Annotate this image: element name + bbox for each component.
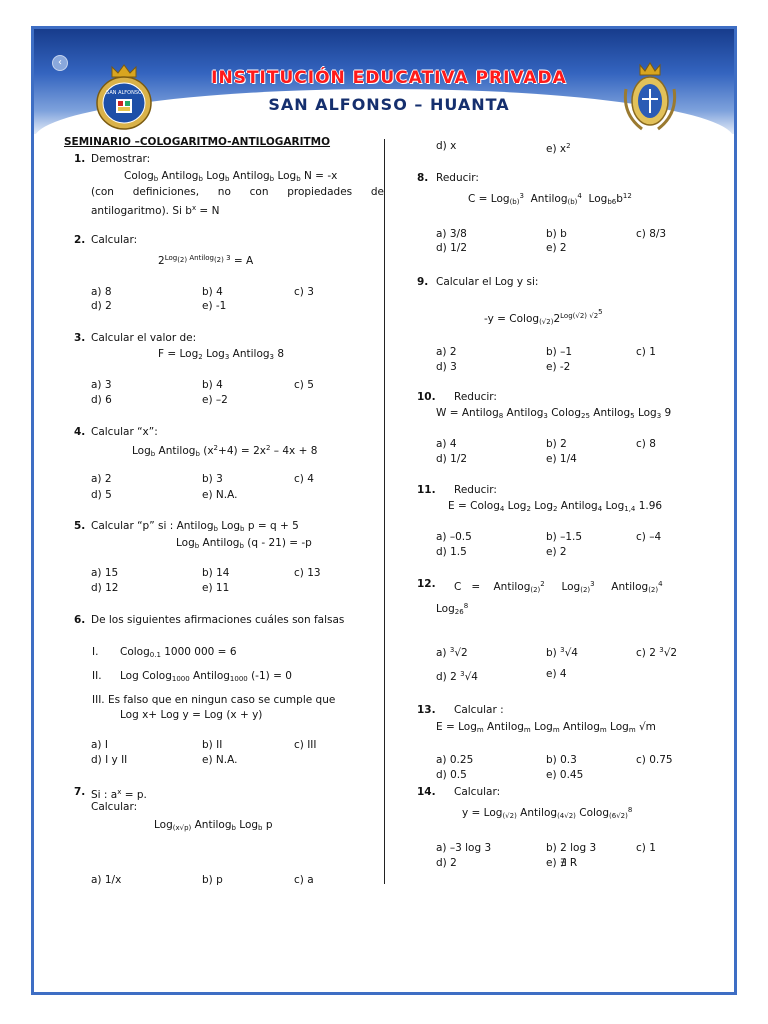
p9-option-d: d) 3 bbox=[436, 361, 457, 373]
p13-option-c: c) 0.75 bbox=[636, 754, 673, 766]
problem-5-line-1: Calcular “p” si : Antilog$_b$ Log$_b$ p = q + 5 bbox=[91, 520, 299, 533]
problem-14-expression: y = Log$_{(√2)}$ Antilog$_{(4√2)}$ Colog$_{(6√2)}^8$ bbox=[462, 806, 633, 820]
school-crest-logo bbox=[94, 63, 154, 133]
p5-option-d: d) 12 bbox=[91, 582, 119, 594]
problem-10-number: 10. bbox=[417, 391, 436, 403]
p4-option-b: b) 3 bbox=[202, 473, 223, 485]
statement-i: Colog$_{0.1}$ 1000 000 = 6 bbox=[120, 646, 237, 659]
problem-5-line-2: Log$_b$ Antilog$_b$ (q - 21) = -p bbox=[176, 537, 312, 550]
p4-option-a: a) 2 bbox=[91, 473, 112, 485]
problem-10-expression: W = Antilog$_8$ Antilog$_3$ Colog$_{25}$ Antilog$_5$ Log$_3$ 9 bbox=[436, 407, 672, 420]
problem-3-number: 3. bbox=[74, 332, 86, 344]
problem-12-expression: C = Antilog$_{(2)}^2$ Log$_{(2)}^3$ Antilog$_{(2)}^4$ bbox=[454, 580, 663, 594]
problem-8-number: 8. bbox=[417, 172, 429, 184]
p3-option-b: b) 4 bbox=[202, 379, 223, 391]
problem-4-number: 4. bbox=[74, 426, 86, 438]
problem-8-label: Reducir: bbox=[436, 172, 479, 184]
p11-option-a: a) –0.5 bbox=[436, 531, 472, 543]
p4-option-e: e) N.A. bbox=[202, 489, 238, 501]
p8-option-d: d) 1/2 bbox=[436, 242, 467, 254]
p13-option-d: d) 0.5 bbox=[436, 769, 467, 781]
p2-option-e: e) -1 bbox=[202, 300, 227, 312]
p2-option-d: d) 2 bbox=[91, 300, 112, 312]
p3-option-d: d) 6 bbox=[91, 394, 112, 406]
p9-option-e: e) -2 bbox=[546, 361, 571, 373]
problem-10-label: Reducir: bbox=[454, 391, 497, 403]
p2-option-a: a) 8 bbox=[91, 286, 112, 298]
p4-option-d: d) 5 bbox=[91, 489, 112, 501]
p12-option-c: c) 2 $^3$√2 bbox=[636, 646, 678, 659]
problem-11-number: 11. bbox=[417, 484, 436, 496]
institution-title: INSTITUCIÓN EDUCATIVA PRIVADA bbox=[211, 68, 567, 88]
p10-option-a: a) 4 bbox=[436, 438, 457, 450]
p11-option-b: b) –1.5 bbox=[546, 531, 583, 543]
problem-9-expression: $-y = Colog_{(√2)}2^{Log(√2) √2^5}$ bbox=[484, 308, 603, 326]
p2-option-b: b) 4 bbox=[202, 286, 223, 298]
column-divider bbox=[384, 139, 385, 884]
problem-11-expression: E = Colog$_4$ Log$_2$ Log$_2$ Antilog$_4$ Log$_{1,4}$ 1.96 bbox=[448, 500, 663, 513]
problem-2-label: Calcular: bbox=[91, 234, 138, 246]
problem-1-note-cont: antilogaritmo). Si $b^x = N$ bbox=[91, 204, 220, 217]
p11-option-c: c) –4 bbox=[636, 531, 662, 543]
p10-option-e: e) 1/4 bbox=[546, 453, 577, 465]
p3-option-a: a) 3 bbox=[91, 379, 112, 391]
problem-5-number: 5. bbox=[74, 520, 86, 532]
p12-option-a: a) $^3$√2 bbox=[436, 646, 468, 659]
p10-option-d: d) 1/2 bbox=[436, 453, 467, 465]
p8-option-e: e) 2 bbox=[546, 242, 567, 254]
problem-8-expression: C = Log$_{(b)}^3$ Antilog$_{(b)}^4$ $Log_{b6}b^{12}$ bbox=[468, 192, 632, 206]
p8-option-c: c) 8/3 bbox=[636, 228, 667, 240]
problem-14-label: Calcular: bbox=[454, 786, 501, 798]
problem-4-expression: Log$_b$ Antilog$_b$ $(x^2+4) = 2x^2 - 4x + 8$ bbox=[132, 444, 318, 458]
statement-iii-cont: Log x+ Log y = Log (x + y) bbox=[120, 709, 263, 721]
p10-option-c: c) 8 bbox=[636, 438, 656, 450]
p2-option-c: c) 3 bbox=[294, 286, 314, 298]
problem-7-label: Calcular: bbox=[91, 801, 138, 813]
problem-4-label: Calcular “x”: bbox=[91, 426, 158, 438]
problem-12-number: 12. bbox=[417, 578, 436, 590]
problem-1-note: (con definiciones, no con propiedades de bbox=[91, 186, 384, 198]
p3-option-c: c) 5 bbox=[294, 379, 314, 391]
problem-1-number: 1. bbox=[74, 153, 86, 165]
p14-option-e: e) ∄ R bbox=[546, 857, 578, 869]
problem-7-expression: Log$_{(x√p)}$ Antilog$_b$ Log$_b$ p bbox=[154, 819, 273, 832]
p9-option-c: c) 1 bbox=[636, 346, 656, 358]
p3-option-e: e) –2 bbox=[202, 394, 228, 406]
problem-1-expression: Colog$_b$ Antilog$_b$ Log$_b$ Antilog$_b$ Log$_b$ N = -x bbox=[124, 170, 338, 183]
p13-option-e: e) 0.45 bbox=[546, 769, 584, 781]
p12-option-b: b) $^3$√4 bbox=[546, 646, 578, 659]
statement-i-marker: I. bbox=[92, 646, 99, 658]
problem-6-label: De los siguientes afirmaciones cuáles son falsas bbox=[91, 614, 345, 626]
problem-14-number: 14. bbox=[417, 786, 436, 798]
p8-option-b: b) b bbox=[546, 228, 567, 240]
problem-6-number: 6. bbox=[74, 614, 86, 626]
p13-option-b: b) 0.3 bbox=[546, 754, 577, 766]
p10-option-b: b) 2 bbox=[546, 438, 567, 450]
p14-option-c: c) 1 bbox=[636, 842, 656, 854]
p5-option-e: e) 11 bbox=[202, 582, 230, 594]
problem-9-number: 9. bbox=[417, 276, 429, 288]
problem-13-number: 13. bbox=[417, 704, 436, 716]
problem-9-label: Calcular el Log y si: bbox=[436, 276, 539, 288]
school-location-title: SAN ALFONSO – HUANTA bbox=[268, 95, 510, 114]
statement-iii: III. Es falso que en ningun caso se cumple que bbox=[92, 694, 336, 706]
p4-option-c: c) 4 bbox=[294, 473, 314, 485]
problem-12-expression-cont: Log$_{26}^8$ bbox=[436, 602, 469, 616]
p5-option-c: c) 13 bbox=[294, 567, 321, 579]
problem-7-number: 7. bbox=[74, 786, 86, 798]
problem-2-number: 2. bbox=[74, 234, 86, 246]
problem-7-given: Si : $a^x = p$. bbox=[91, 788, 147, 801]
p6-option-c: c) III bbox=[294, 739, 317, 751]
p5-option-a: a) 15 bbox=[91, 567, 119, 579]
p6-option-d: d) I y II bbox=[91, 754, 128, 766]
p7-option-c: c) a bbox=[294, 874, 314, 886]
marian-emblem-logo bbox=[620, 59, 680, 137]
problem-3-label: Calcular el valor de: bbox=[91, 332, 197, 344]
p14-option-d: d) 2 bbox=[436, 857, 457, 869]
p7-option-a: a) 1/x bbox=[91, 874, 122, 886]
problem-1-label: Demostrar: bbox=[91, 153, 151, 165]
p7-option-e: e) $x^2$ bbox=[546, 142, 571, 155]
p9-option-a: a) 2 bbox=[436, 346, 457, 358]
header-banner bbox=[34, 29, 734, 134]
statement-ii-marker: II. bbox=[92, 670, 102, 682]
svg-text:SAN ALFONSO: SAN ALFONSO bbox=[106, 90, 142, 96]
p14-option-b: b) 2 log 3 bbox=[546, 842, 597, 854]
seminar-title: SEMINARIO –COLOGARITMO-ANTILOGARITMO bbox=[64, 136, 331, 148]
problem-13-expression: E = Log$_m$ Antilog$_m$ Log$_m$ Antilog$_m$ Log$_m$ √m bbox=[436, 721, 656, 734]
p9-option-b: b) –1 bbox=[546, 346, 573, 358]
p6-option-e: e) N.A. bbox=[202, 754, 238, 766]
problem-11-label: Reducir: bbox=[454, 484, 497, 496]
back-nav-icon[interactable]: ‹ bbox=[52, 55, 68, 71]
problem-2-expression: $2^{Log_{(2)} Antilog_{(2)} 3} = A$ bbox=[158, 254, 254, 267]
p13-option-a: a) 0.25 bbox=[436, 754, 474, 766]
worksheet-page bbox=[31, 26, 737, 995]
p11-option-e: e) 2 bbox=[546, 546, 567, 558]
problem-13-label: Calcular : bbox=[454, 704, 504, 716]
p12-option-e: e) 4 bbox=[546, 668, 567, 680]
p11-option-d: d) 1.5 bbox=[436, 546, 467, 558]
p6-option-a: a) I bbox=[91, 739, 108, 751]
p8-option-a: a) 3/8 bbox=[436, 228, 467, 240]
p14-option-a: a) –3 log 3 bbox=[436, 842, 492, 854]
p7-option-b: b) p bbox=[202, 874, 223, 886]
statement-ii: Log Colog$_{1000}$ Antilog$_{1000}$ (-1) = 0 bbox=[120, 670, 292, 683]
p7-option-d: d) x bbox=[436, 140, 457, 152]
p6-option-b: b) II bbox=[202, 739, 223, 751]
problem-3-expression: F = Log$_2$ Log$_3$ Antilog$_3$ 8 bbox=[158, 348, 285, 361]
p5-option-b: b) 14 bbox=[202, 567, 230, 579]
p12-option-d: d) 2 $^3$√4 bbox=[436, 670, 478, 683]
